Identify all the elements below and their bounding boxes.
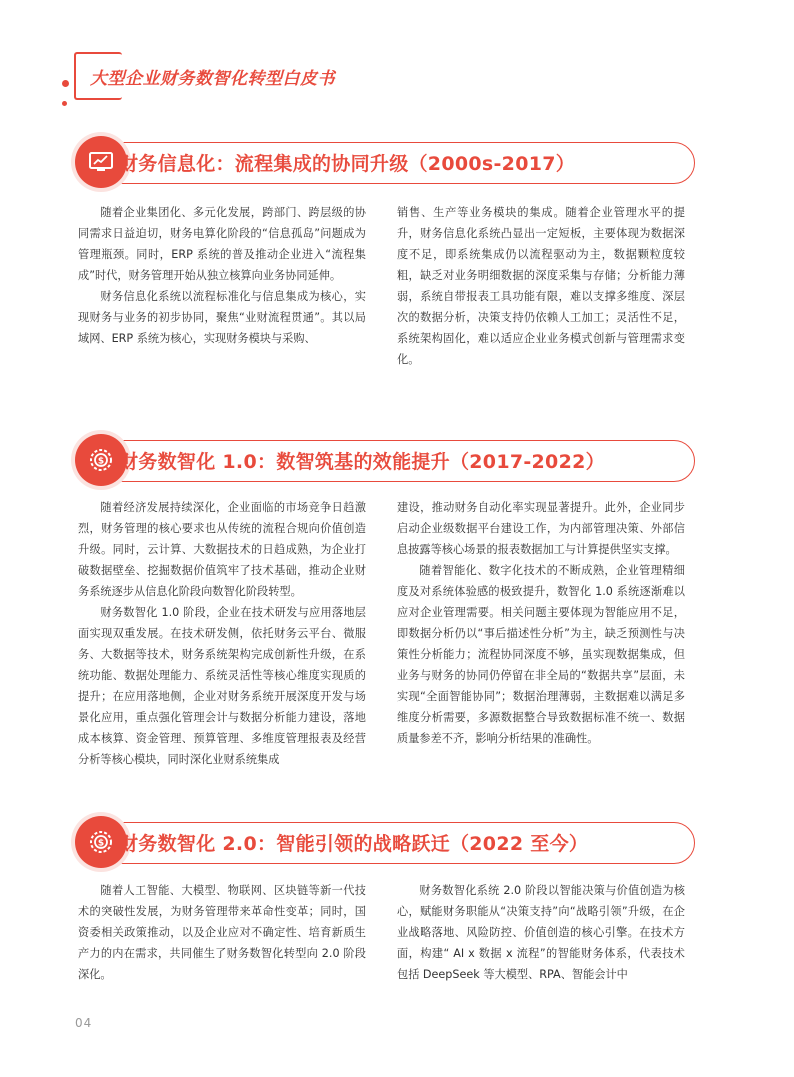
section-title: 财务数智化 1.0：数智筑基的效能提升（2017-2022） [119,451,605,473]
section-heading-2 [75,434,695,486]
section-2-right-column [397,497,685,749]
section-title: 财务数智化 2.0：智能引领的战略跃迁（2022 至今） [119,833,589,855]
paragraph: 销售、生产等业务模块的集成。随着企业管理水平的提升，财务信息化系统凸显出一定短板，主要体现为数据深度不足，即系统集成仍以流程驱动为主，数据颗粒度较粗，缺乏对业务明细数据的深度采集与存储；分析能力薄弱，系统自带报表工具功能有限，难以支撑多维度、深层次的数据分析，决策支持仍依赖人工加工；灵活性不足，系统架构固化，难以适应企业业务模式创新与管理需求变化。 [397,206,685,366]
paragraph: 财务数智化系统 2.0 阶段以智能决策与价值创造为核心，赋能财务职能从“决策支持”向“战略引领”升级，在企业战略落地、风险防控、价值创造的核心引擎。在技术方面，构建“ AI x 数据 x 流程”的智能财务体系，代表技术包括 DeepSeek 等大模型、RPA、智能会计中 [397,884,685,981]
section-heading-3 [75,816,695,868]
paragraph: 财务数智化 1.0 阶段，企业在技术研发与应用落地层面实现双重发展。在技术研发侧，依托财务云平台、微服务、大数据等技术，财务系统架构完成创新性升级，在系统功能、数据处理能力、系统灵活性等核心维度实现质的提升；在应用落地侧，企业对财务系统开展深度开发与场景化应用，重点强化管理会计与数据分析能力建设，落地成本核算、资金管理、预算管理、多维度管理报表及经营分析等核心模块，同时深化业财系统集成 [78,606,366,766]
document-title: 大型企业财务数智化转型白皮书 [90,69,335,89]
svg-text:$: $ [97,456,105,467]
section-1-left-column [78,202,366,349]
svg-text:$: $ [97,838,105,849]
paragraph: 随着智能化、数字化技术的不断成熟，企业管理精细度及对系统体验感的极致提升，数智化 1.0 系统逐渐难以应对企业管理需要。相关问题主要体现为智能应用不足，即数据分析仍以“事后描述性分析”为主，缺乏预测性与决策性分析能力；流程协同深度不够，虽实现数据集成，但业务与财务的协同仍停留在非全局的“数据共享”层面，未实现“全面智能协同”；数据治理薄弱，主数据难以满足多维度分析需要，多源数据整合导致数据标准不统一、数据质量参差不齐，影响分析结果的准确性。 [397,564,685,745]
paragraph: 随着人工智能、大模型、物联网、区块链等新一代技术的突破性发展，为财务管理带来革命性变革；同时，国资委相关政策推动，以及企业应对不确定性、培育新质生产力的内在需求，共同催生了财务数智化转型向 2.0 阶段深化。 [78,884,366,981]
section-1-right-column [397,202,685,370]
paragraph: 建设，推动财务自动化率实现显著提升。此外，企业同步启动企业级数据平台建设工作，为内部管理决策、外部信息披露等核心场景的报表数据加工与计算提供坚实支撑。 [397,501,685,556]
section-heading-1 [75,136,695,188]
section-2-left-column [78,497,366,770]
section-3-right-column [397,880,685,985]
header-dots-decoration [62,72,71,110]
section-title: 财务信息化：流程集成的协同升级（2000s-2017） [119,153,576,175]
paragraph: 随着企业集团化、多元化发展，跨部门、跨层级的协同需求日益迫切，财务电算化阶段的“信息孤岛”问题成为管理瓶颈。同时，ERP 系统的普及推动企业进入“流程集成”时代，财务管理开始从独立核算向业务协同延伸。 [78,206,366,282]
section-3-left-column [78,880,366,985]
paragraph: 随着经济发展持续深化，企业面临的市场竞争日趋激烈，财务管理的核心要求也从传统的流程合规向价值创造升级。同时，云计算、大数据技术的日趋成熟，为企业打破数据壁垒、挖掘数据价值筑牢了技术基础，推动企业财务系统逐步从信息化阶段向数智化阶段转型。 [78,501,366,598]
page-number: 04 [75,1016,93,1030]
paragraph: 财务信息化系统以流程标准化与信息集成为核心，实现财务与业务的初步协同，聚焦“业财流程贯通”。其以局域网、ERP 系统为核心，实现财务模块与采购、 [78,290,366,345]
